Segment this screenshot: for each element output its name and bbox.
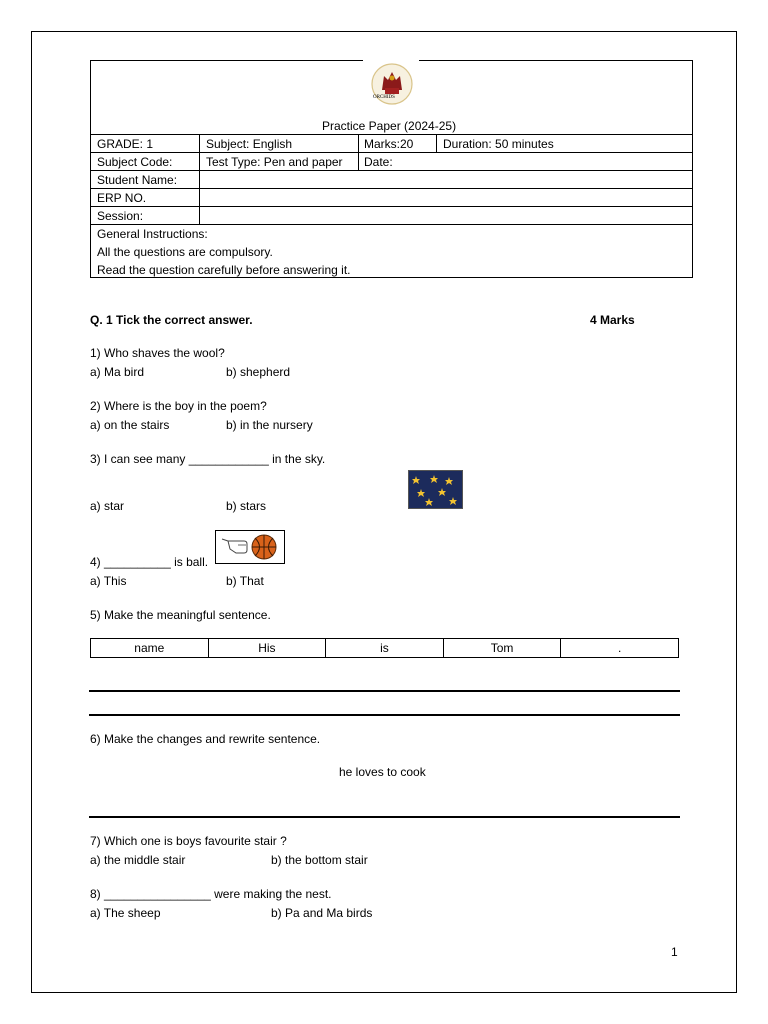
question-7: 7) Which one is boys favourite stair ? bbox=[90, 834, 287, 848]
q3-option-b[interactable]: b) stars bbox=[226, 499, 267, 513]
row-line bbox=[90, 224, 693, 225]
question-1: 1) Who shaves the wool? bbox=[90, 346, 225, 360]
q6-sentence: he loves to cook bbox=[339, 765, 426, 779]
col-line bbox=[358, 134, 359, 170]
row-line bbox=[90, 134, 693, 135]
date-field[interactable]: Date: bbox=[364, 155, 393, 169]
col-line bbox=[199, 134, 200, 224]
answer-line[interactable] bbox=[89, 714, 680, 716]
paper-title: Practice Paper (2024-25) bbox=[322, 119, 457, 133]
word-cell: Tom bbox=[444, 639, 562, 657]
section-marks: 4 Marks bbox=[590, 313, 635, 327]
q8-option-a[interactable]: a) The sheep bbox=[90, 906, 161, 920]
answer-line[interactable] bbox=[89, 816, 680, 818]
q8-option-b[interactable]: b) Pa and Ma birds bbox=[271, 906, 373, 920]
q2-option-b[interactable]: b) in the nursery bbox=[226, 418, 313, 432]
question-8: 8) ________________ were making the nest. bbox=[90, 887, 332, 901]
jumbled-words-table bbox=[90, 638, 679, 658]
subject-code-cell: Subject Code: bbox=[97, 155, 173, 169]
question-3: 3) I can see many ____________ in the sky. bbox=[90, 452, 326, 466]
duration-cell: Duration: 50 minutes bbox=[443, 137, 554, 151]
row-line bbox=[90, 170, 693, 171]
question-2: 2) Where is the boy in the poem? bbox=[90, 399, 267, 413]
pointing-hand-ball-image bbox=[215, 530, 285, 564]
marks-cell: Marks:20 bbox=[364, 137, 414, 151]
test-type-cell: Test Type: Pen and paper bbox=[206, 155, 343, 169]
q7-option-b[interactable]: b) the bottom stair bbox=[271, 853, 368, 867]
word-cell: is bbox=[326, 639, 444, 657]
subject-cell: Subject: English bbox=[206, 137, 293, 151]
word-cell: name bbox=[91, 639, 209, 657]
word-cell: . bbox=[618, 641, 622, 655]
section-title: Q. 1 Tick the correct answer. bbox=[90, 313, 253, 327]
q7-option-a[interactable]: a) the middle stair bbox=[90, 853, 186, 867]
erp-no-label: ERP NO. bbox=[97, 191, 147, 205]
instructions-title: General Instructions: bbox=[97, 227, 208, 241]
question-6: 6) Make the changes and rewrite sentence. bbox=[90, 732, 321, 746]
col-line bbox=[436, 134, 437, 152]
instruction-1: All the questions are compulsory. bbox=[97, 245, 273, 259]
q1-option-b[interactable]: b) shepherd bbox=[226, 365, 291, 379]
q1-option-a[interactable]: a) Ma bird bbox=[90, 365, 145, 379]
row-line bbox=[90, 206, 693, 207]
page-number: 1 bbox=[671, 945, 678, 959]
word-cell: His bbox=[209, 639, 327, 657]
q4-option-b[interactable]: b) That bbox=[226, 574, 264, 588]
row-line bbox=[90, 152, 693, 153]
q3-option-a[interactable]: a) star bbox=[90, 499, 125, 513]
logo-text: ORCHIDS bbox=[373, 95, 395, 100]
answer-line[interactable] bbox=[89, 690, 680, 692]
q4-option-a[interactable]: a) This bbox=[90, 574, 127, 588]
grade-cell: GRADE: 1 bbox=[97, 137, 154, 151]
school-logo bbox=[366, 62, 418, 110]
question-5: 5) Make the meaningful sentence. bbox=[90, 608, 271, 622]
row-line bbox=[90, 188, 693, 189]
student-name-label: Student Name: bbox=[97, 173, 178, 187]
stars-image bbox=[408, 470, 463, 509]
session-label: Session: bbox=[97, 209, 144, 223]
q2-option-a[interactable]: a) on the stairs bbox=[90, 418, 170, 432]
question-4: 4) __________ is ball. bbox=[90, 555, 209, 569]
instruction-2: Read the question carefully before answering it. bbox=[97, 263, 351, 277]
